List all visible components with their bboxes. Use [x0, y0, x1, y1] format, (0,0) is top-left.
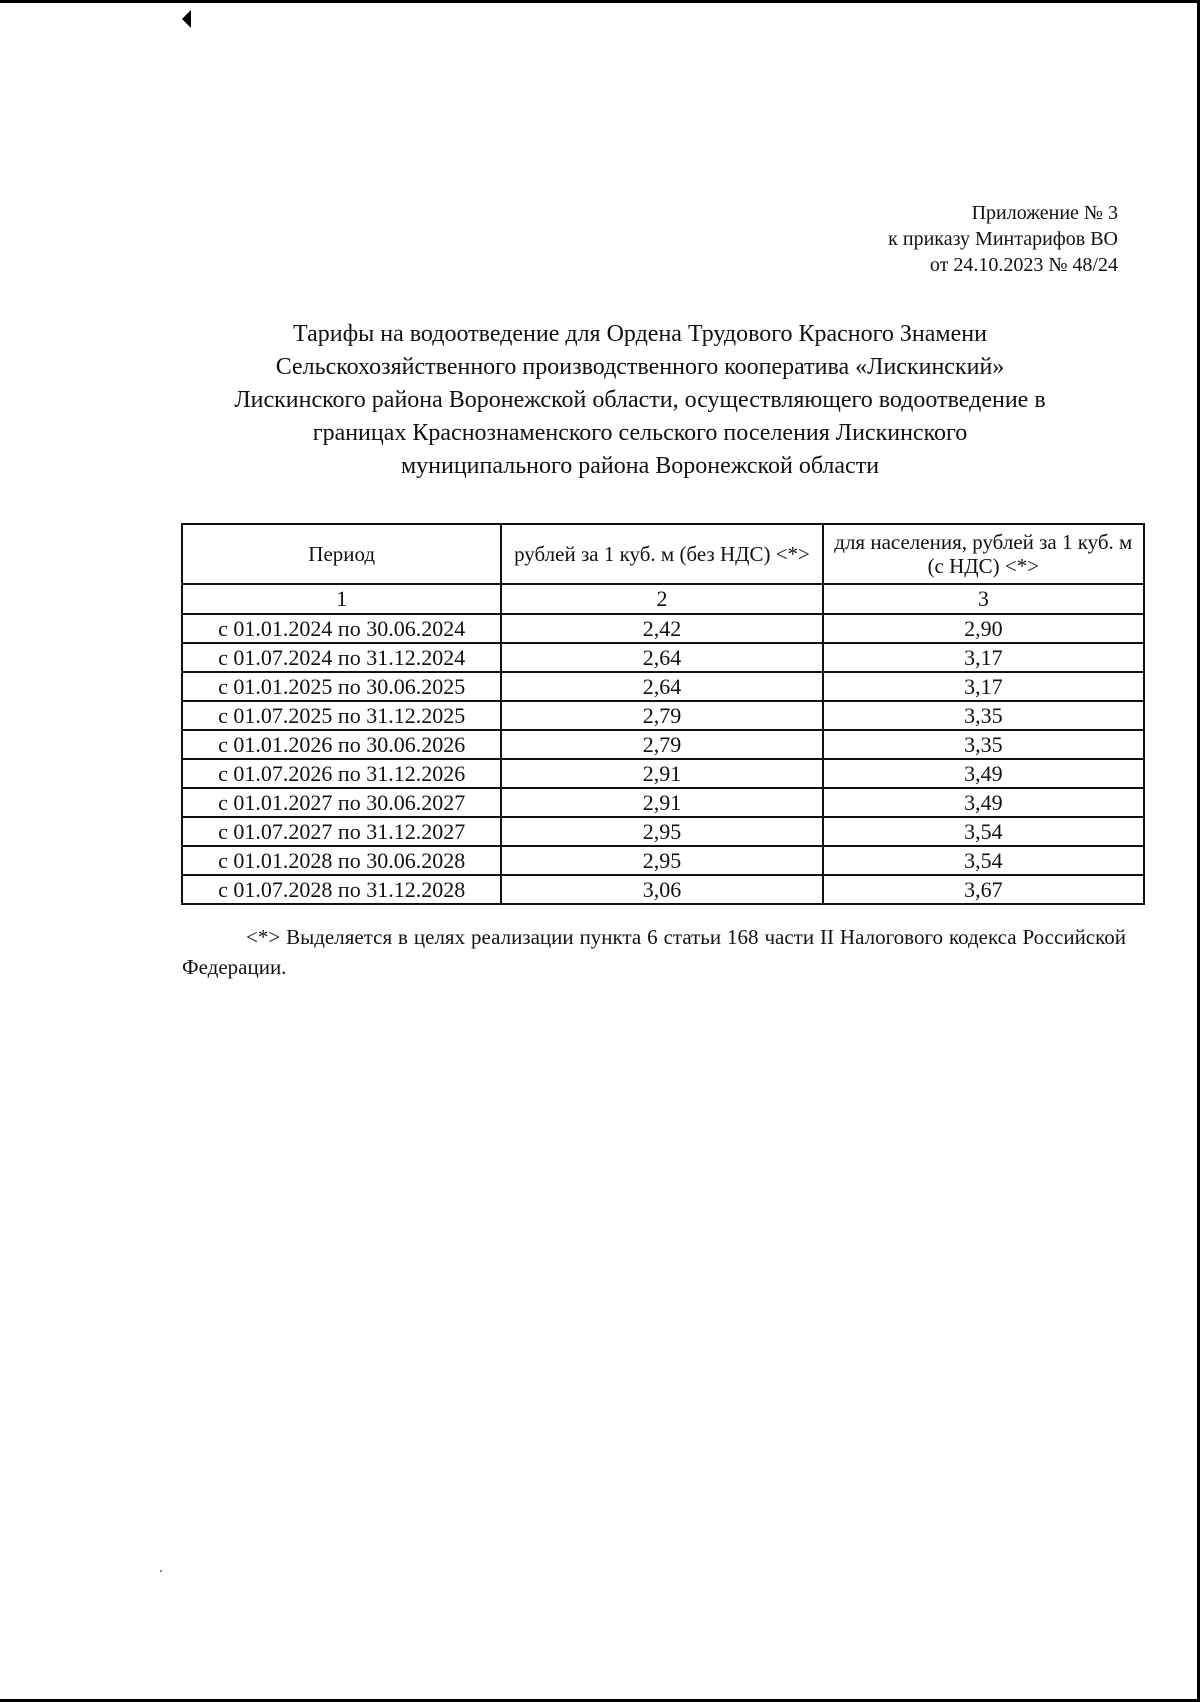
rate-vat-cell: 3,54 [823, 846, 1144, 875]
rate-vat-cell: 2,90 [823, 614, 1144, 643]
column-number: 1 [182, 584, 501, 614]
footnote-text: <*> Выделяется в целях реализации пункта 6 статьи 168 части II Налогового кодекса Российской Федерации. [182, 925, 1126, 979]
rate-no-vat-cell: 2,95 [501, 846, 822, 875]
period-cell: с 01.01.2027 по 30.06.2027 [182, 788, 501, 817]
footnote [182, 922, 1126, 982]
appendix-header [888, 200, 1118, 278]
column-number: 3 [823, 584, 1144, 614]
table-row [182, 846, 1144, 875]
header-rate-no-vat: рублей за 1 куб. м (без НДС) <*> [501, 524, 822, 584]
rate-no-vat-cell: 2,91 [501, 788, 822, 817]
table-column-numbers-row [182, 584, 1144, 614]
rate-no-vat-cell: 3,06 [501, 875, 822, 904]
period-cell: с 01.07.2027 по 31.12.2027 [182, 817, 501, 846]
rate-no-vat-cell: 2,79 [501, 701, 822, 730]
tariff-table [181, 523, 1145, 905]
period-cell: с 01.07.2024 по 31.12.2024 [182, 643, 501, 672]
rate-vat-cell: 3,35 [823, 730, 1144, 759]
rate-no-vat-cell: 2,64 [501, 672, 822, 701]
rate-vat-cell: 3,49 [823, 788, 1144, 817]
header-rate-population-vat: для населения, рублей за 1 куб. м (с НДС) <*> [823, 524, 1144, 584]
rate-vat-cell: 3,67 [823, 875, 1144, 904]
rate-no-vat-cell: 2,95 [501, 817, 822, 846]
header-period: Период [182, 524, 501, 584]
appendix-order-date: от 24.10.2023 № 48/24 [929, 254, 1118, 276]
appendix-number: Приложение № 3 [971, 202, 1118, 224]
title-line: границах Краснознаменского сельского поселения Лискинского [312, 420, 968, 446]
table-row [182, 875, 1144, 904]
period-cell: с 01.01.2025 по 30.06.2025 [182, 672, 501, 701]
table-header-row [182, 524, 1144, 584]
table-row [182, 701, 1144, 730]
scan-border-top [0, 0, 1200, 3]
rate-no-vat-cell: 2,79 [501, 730, 822, 759]
period-cell: с 01.07.2025 по 31.12.2025 [182, 701, 501, 730]
rate-vat-cell: 3,35 [823, 701, 1144, 730]
table-row [182, 672, 1144, 701]
title-line: Тарифы на водоотведение для Ордена Трудового Красного Знамени [293, 321, 987, 347]
column-number: 2 [501, 584, 822, 614]
appendix-order-ref: к приказу Минтарифов ВО [888, 228, 1118, 250]
title-line: Лискинского района Воронежской области, осуществляющего водоотведение в [234, 387, 1046, 413]
table-row [182, 759, 1144, 788]
rate-vat-cell: 3,17 [823, 643, 1144, 672]
table-row [182, 643, 1144, 672]
period-cell: с 01.07.2028 по 31.12.2028 [182, 875, 501, 904]
period-cell: с 01.01.2028 по 30.06.2028 [182, 846, 501, 875]
period-cell: с 01.07.2026 по 31.12.2026 [182, 759, 501, 788]
scan-dot [160, 1570, 162, 1572]
rate-vat-cell: 3,17 [823, 672, 1144, 701]
rate-no-vat-cell: 2,42 [501, 614, 822, 643]
rate-vat-cell: 3,49 [823, 759, 1144, 788]
table-row [182, 730, 1144, 759]
rate-no-vat-cell: 2,64 [501, 643, 822, 672]
document-title [160, 318, 1120, 483]
scan-mark-icon [182, 10, 191, 28]
title-line: Сельскохозяйственного производственного кооператива «Лискинский» [275, 354, 1005, 380]
title-line: муниципального района Воронежской области [400, 453, 880, 479]
period-cell: с 01.01.2024 по 30.06.2024 [182, 614, 501, 643]
rate-no-vat-cell: 2,91 [501, 759, 822, 788]
rate-vat-cell: 3,54 [823, 817, 1144, 846]
table-row [182, 788, 1144, 817]
table-row [182, 614, 1144, 643]
period-cell: с 01.01.2026 по 30.06.2026 [182, 730, 501, 759]
table-row [182, 817, 1144, 846]
